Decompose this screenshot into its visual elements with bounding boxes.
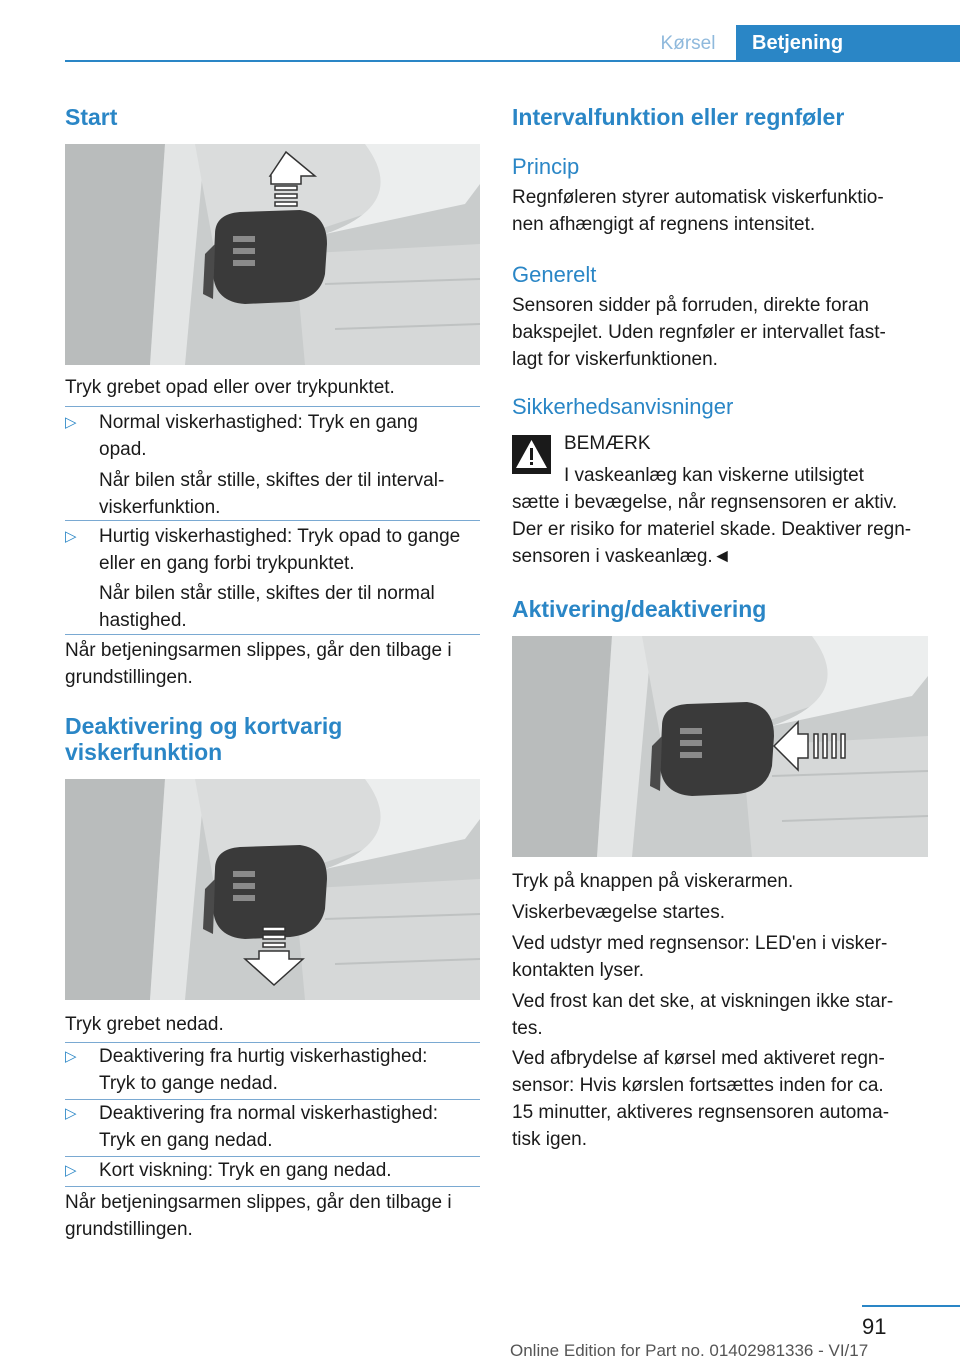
figure-lever-up bbox=[65, 144, 480, 365]
list-item bbox=[65, 409, 480, 463]
header-rule bbox=[65, 60, 960, 62]
warning-title: BEMÆRK bbox=[564, 433, 651, 454]
bullet-line: Tryk en gang nedad. bbox=[99, 1130, 273, 1151]
figure-lever-down bbox=[65, 779, 480, 1000]
footer-rule bbox=[862, 1305, 960, 1307]
separator bbox=[65, 520, 480, 521]
tab-korsel[interactable]: Kørsel bbox=[660, 33, 716, 54]
bullet-line: Kort viskning: Tryk en gang nedad. bbox=[99, 1160, 392, 1181]
list-item bbox=[65, 1043, 480, 1097]
heading-start: Start bbox=[65, 104, 118, 130]
list-item bbox=[65, 523, 480, 577]
heading-deaktivering: Deaktivering og kortvarig viskerfunktion bbox=[65, 713, 343, 765]
separator bbox=[65, 406, 480, 407]
heading-sikkerhedsanvisninger: Sikkerhedsanvisninger bbox=[512, 394, 734, 419]
generelt-text: Sensoren sidder på forruden, direkte foran bakspejlet. Uden regnføler er intervallet fast- lagt for viskerfunktionen. bbox=[512, 295, 886, 370]
bullet-subtext: Når bilen står stille, skiftes der til interval- viskerfunktion. bbox=[99, 470, 445, 518]
bullet-line: Hurtig viskerhastighed: Tryk opad to gange bbox=[99, 526, 461, 547]
deact-text: Tryk grebet nedad. bbox=[65, 1014, 224, 1035]
figure-lever-button bbox=[512, 636, 928, 857]
bullet-triangle-icon: ▷ bbox=[65, 1162, 77, 1179]
bullet-line: Deaktivering fra normal viskerhastighed: bbox=[99, 1103, 438, 1124]
deact-release-text: Når betjeningsarmen slippes, går den tilbage i grundstillingen. bbox=[65, 1192, 452, 1240]
aktiv-text: Tryk på knappen på viskerarmen. bbox=[512, 871, 794, 892]
bullet-line: Deaktivering fra hurtig viskerhastighed: bbox=[99, 1046, 428, 1067]
list-item bbox=[65, 1157, 480, 1184]
edition-text: Online Edition for Part no. 01402981336 - VI/17 bbox=[510, 1341, 869, 1360]
tab-betjening[interactable]: Betjening bbox=[736, 25, 960, 61]
aktiv-text: Ved afbrydelse af kørsel med aktiveret regn- sensor: Hvis kørslen fortsættes inden for ca. 15 minutter, aktiveres regnsensoren automa- tisk igen. bbox=[512, 1048, 890, 1150]
bullet-line: eller en gang forbi trykpunktet. bbox=[99, 553, 355, 574]
bullet-line: Tryk to gange nedad. bbox=[99, 1073, 278, 1094]
heading-generelt: Generelt bbox=[512, 262, 597, 287]
heading-aktivering: Aktivering/deaktivering bbox=[512, 596, 767, 622]
warning-line: I vaskeanlæg kan viskerne utilsigtet bbox=[564, 465, 864, 486]
separator bbox=[65, 1186, 480, 1187]
separator bbox=[65, 634, 480, 635]
bullet-triangle-icon: ▷ bbox=[65, 1048, 77, 1065]
bullet-triangle-icon: ▷ bbox=[65, 528, 77, 545]
aktiv-text: Viskerbevægelse startes. bbox=[512, 902, 725, 923]
heading-intervalfunktion: Intervalfunktion eller regnføler bbox=[512, 104, 845, 130]
bullet-triangle-icon: ▷ bbox=[65, 1105, 77, 1122]
princip-text: Regnføleren styrer automatisk viskerfunktio- nen afhængigt af regnens intensitet. bbox=[512, 187, 884, 235]
list-item bbox=[65, 1100, 480, 1154]
bullet-line: Normal viskerhastighed: Tryk en gang bbox=[99, 412, 418, 433]
aktiv-text: Ved frost kan det ske, at viskningen ikke star- tes. bbox=[512, 991, 894, 1039]
aktiv-text: Ved udstyr med regnsensor: LED'en i visker- kontakten lyser. bbox=[512, 933, 888, 981]
heading-princip: Princip bbox=[512, 154, 580, 179]
bullet-subtext: Når bilen står stille, skiftes der til normal hastighed. bbox=[99, 583, 435, 631]
warning-triangle-icon bbox=[512, 435, 551, 474]
start-release-text: Når betjeningsarmen slippes, går den tilbage i grundstillingen. bbox=[65, 640, 452, 688]
warning-text: sætte i bevægelse, når regnsensoren er aktiv. Der er risiko for materiel skade. Deaktiver regn- sensoren i vaskeanlæg.◄ bbox=[512, 492, 912, 567]
page-number: 91 bbox=[862, 1314, 887, 1339]
bullet-triangle-icon: ▷ bbox=[65, 414, 77, 431]
bullet-line: opad. bbox=[99, 439, 147, 460]
start-text: Tryk grebet opad eller over trykpunktet. bbox=[65, 377, 395, 398]
